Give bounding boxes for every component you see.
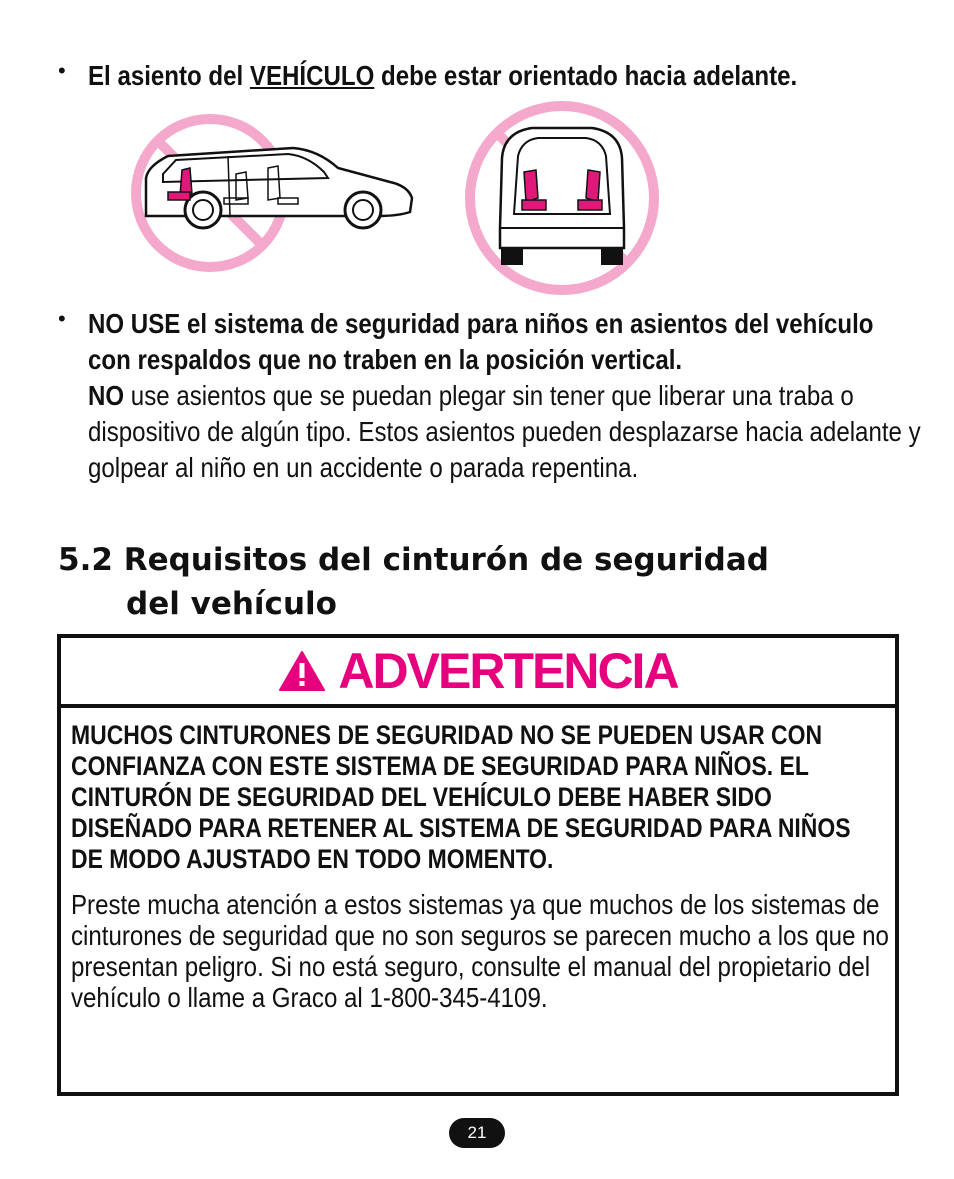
section-title-line1: Requisitos del cinturón de seguridad: [123, 542, 769, 578]
bullet-text-after: debe estar orientado hacia adelante.: [374, 60, 798, 91]
section-title: [58, 538, 908, 626]
prohibited-rear-facing-seat-icon: [462, 98, 662, 298]
warning-triangle-icon: [278, 649, 326, 693]
bullet-bold-text: NO USE el sistema de seguridad para niños en asientos del vehículo con respaldos que no traben en la posición vertical.: [88, 308, 874, 375]
bullet-bold-no: NO: [88, 380, 125, 411]
bullet-forward-facing: [58, 58, 898, 94]
bullet-text-before: El asiento del: [88, 60, 250, 91]
bullet-text: [88, 58, 922, 94]
section-number: 5.2: [58, 542, 113, 578]
section-title-line2: del vehículo: [126, 586, 337, 622]
prohibited-side-facing-seat-icon: [128, 108, 418, 278]
warning-body: [61, 708, 895, 1013]
bullet-text: [88, 306, 922, 486]
page-number: 21: [449, 1118, 505, 1148]
bullet-marker: •: [58, 58, 66, 83]
warning-bold-text: MUCHOS CINTURONES DE SEGURIDAD NO SE PUEDEN USAR CON CONFIANZA CON ESTE SISTEMA DE SEGURIDAD PARA NIÑOS. EL CINTURÓN DE SEGURIDAD DEL VEHÍCULO DEBE HABER SIDO DISEÑADO PARA RETENER AL SISTEMA DE SEGURIDAD PARA NIÑOS DE MODO AJUSTADO EN TODO MOMENTO.: [71, 720, 851, 874]
bullet-marker: •: [58, 306, 66, 331]
bullet-text-underlined: VEHÍCULO: [249, 60, 375, 91]
bullet-normal-text: use asientos que se puedan plegar sin tener que liberar una traba o dispositivo de algún tipo. Estos asientos pueden desplazarse hacia adelante y golpear al niño en un accidente o parada repentina.: [88, 380, 921, 483]
warning-box: [57, 634, 899, 1096]
warning-header: [61, 638, 895, 708]
warning-paragraph: Preste mucha atención a estos sistemas ya que muchos de los sistemas de cinturones de seguridad que no son seguros se parecen mucho a los que no presentan peligro. Si no está seguro, consulte el manual del propietario del vehículo o llame a Graco al 1-800-345-4109.: [71, 889, 889, 1013]
warning-title: ADVERTENCIA: [338, 643, 678, 699]
bullet-no-use-seats: [58, 306, 921, 486]
